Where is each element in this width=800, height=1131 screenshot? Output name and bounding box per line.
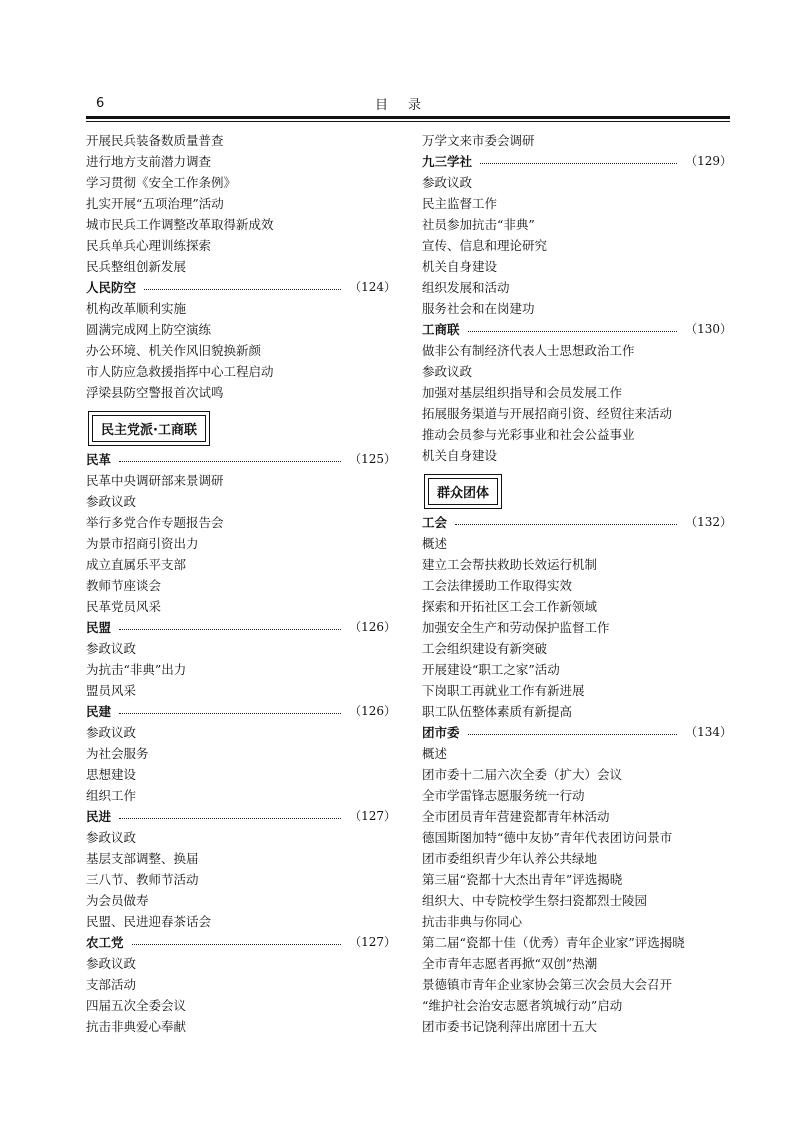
- toc-item[interactable]: 组织工作: [86, 788, 137, 803]
- toc-item[interactable]: 机关自身建设: [422, 448, 498, 463]
- toc-item[interactable]: 三八节、教师节活动: [86, 872, 199, 887]
- section-page: （130）: [685, 322, 732, 336]
- toc-item[interactable]: 基层支部调整、换届: [86, 851, 199, 866]
- section-page: （127）: [349, 935, 396, 949]
- toc-section-minjian[interactable]: [86, 701, 396, 722]
- leader-dots: [119, 629, 341, 630]
- toc-item[interactable]: 参政议政: [422, 175, 473, 190]
- toc-item[interactable]: 德国斯图加特“德中友协”青年代表团访问景市: [422, 830, 673, 845]
- category-box: [88, 411, 210, 446]
- toc-left-column: [86, 130, 396, 1037]
- toc-item[interactable]: 民兵单兵心理训练探索: [86, 238, 212, 253]
- toc-item[interactable]: 第三届“瓷都十大杰出青年”评选揭晓: [422, 872, 623, 887]
- toc-item[interactable]: 抗击非典与你同心: [422, 914, 523, 929]
- toc-item[interactable]: 工会法律援助工作取得实效: [422, 578, 573, 593]
- section-page: （124）: [349, 280, 396, 294]
- header-rule-thin: [86, 121, 730, 122]
- toc-item[interactable]: 民主监督工作: [422, 196, 498, 211]
- category-banner-mass-organizations: [422, 466, 732, 512]
- category-title: 民主党派·工商联: [92, 415, 206, 442]
- toc-item[interactable]: 加强安全生产和劳动保护监督工作: [422, 620, 610, 635]
- page-number: 6: [96, 96, 105, 111]
- toc-item[interactable]: 团市委组织青少年认养公共绿地: [422, 851, 598, 866]
- toc-section-gongshanglian[interactable]: [422, 319, 732, 340]
- section-page: （129）: [685, 154, 732, 168]
- toc-item[interactable]: 进行地方支前潜力调查: [86, 154, 212, 169]
- section-title: 工会: [422, 515, 448, 530]
- toc-item[interactable]: 工会组织建设有新突破: [422, 641, 548, 656]
- toc-section-gonghui[interactable]: [422, 512, 732, 533]
- toc-item[interactable]: 参政议政: [86, 956, 137, 971]
- toc-item[interactable]: 全市学雷锋志愿服务统一行动: [422, 788, 585, 803]
- toc-item[interactable]: 参政议政: [422, 364, 473, 379]
- section-title: 民进: [86, 809, 112, 824]
- toc-item[interactable]: 社员参加抗击“非典”: [422, 217, 535, 232]
- section-page: （126）: [349, 704, 396, 718]
- toc-item[interactable]: 支部活动: [86, 977, 137, 992]
- toc-item[interactable]: 景德镇市青年企业家协会第三次会员大会召开: [422, 977, 673, 992]
- toc-item[interactable]: 思想建设: [86, 767, 137, 782]
- toc-item[interactable]: 民盟、民进迎春茶话会: [86, 914, 212, 929]
- toc-item[interactable]: 学习贯彻《安全工作条例》: [86, 175, 237, 190]
- toc-item[interactable]: 服务社会和在岗建功: [422, 301, 535, 316]
- section-title: 工商联: [422, 322, 460, 337]
- section-title: 民建: [86, 704, 112, 719]
- toc-item[interactable]: 四届五次全委会议: [86, 998, 187, 1013]
- toc-item[interactable]: “维护社会治安志愿者筑城行动”启动: [422, 998, 623, 1013]
- section-page: （126）: [349, 620, 396, 634]
- leader-dots: [132, 944, 342, 945]
- toc-item[interactable]: 组织发展和活动: [422, 280, 510, 295]
- leader-dots: [119, 461, 341, 462]
- toc-item[interactable]: 参政议政: [86, 725, 137, 740]
- toc-item[interactable]: 扎实开展“五项治理”活动: [86, 196, 224, 211]
- toc-item[interactable]: 宣传、信息和理论研究: [422, 238, 548, 253]
- toc-item[interactable]: 加强对基层组织指导和会员发展工作: [422, 385, 623, 400]
- toc-item[interactable]: 市人防应急救援指挥中心工程启动: [86, 364, 274, 379]
- toc-item[interactable]: 办公环境、机关作风旧貌换新颜: [86, 343, 262, 358]
- toc-item[interactable]: 参政议政: [86, 830, 137, 845]
- category-box: [424, 474, 502, 509]
- toc-item[interactable]: 做非公有制经济代表人士思想政治工作: [422, 343, 635, 358]
- toc-item[interactable]: 圆满完成网上防空演练: [86, 322, 212, 337]
- toc-item[interactable]: 机构改革顺利实施: [86, 301, 187, 316]
- page-title: 目录: [374, 98, 441, 113]
- toc-section-nonggong[interactable]: [86, 932, 396, 953]
- header-rule-thick: [86, 116, 730, 119]
- toc-item[interactable]: 民革中央调研部来景调研: [86, 473, 224, 488]
- toc-item[interactable]: 全市团员青年营建瓷都青年林活动: [422, 809, 610, 824]
- toc-item[interactable]: 举行多党合作专题报告会: [86, 515, 224, 530]
- section-title: 团市委: [422, 725, 460, 740]
- toc-item[interactable]: 参政议政: [86, 494, 137, 509]
- toc-section-minjin[interactable]: [86, 806, 396, 827]
- section-title: 民盟: [86, 620, 112, 635]
- toc-item[interactable]: 教师节座谈会: [86, 578, 162, 593]
- section-page: （132）: [685, 515, 732, 529]
- toc-item[interactable]: 万学文来市委会调研: [422, 133, 535, 148]
- section-page: （127）: [349, 809, 396, 823]
- toc-item[interactable]: 拓展服务渠道与开展招商引资、经贸往来活动: [422, 406, 673, 421]
- toc-item[interactable]: 开展建设“职工之家”活动: [422, 662, 560, 677]
- leader-dots: [119, 818, 341, 819]
- toc-item[interactable]: 团市委书记饶利萍出席团十五大: [422, 1019, 598, 1034]
- toc-right-column: [422, 130, 732, 1037]
- toc-item[interactable]: 团市委十二届六次全委（扩大）会议: [422, 767, 623, 782]
- category-banner-democratic-parties: [86, 403, 396, 449]
- toc-item[interactable]: 为抗击“非典”出力: [86, 662, 187, 677]
- toc-item[interactable]: 浮梁县防空警报首次试鸣: [86, 385, 224, 400]
- toc-item[interactable]: 为景市招商引资出力: [86, 536, 199, 551]
- leader-dots: [455, 524, 677, 525]
- category-title: 群众团体: [428, 478, 498, 505]
- toc-item[interactable]: 机关自身建设: [422, 259, 498, 274]
- toc-item[interactable]: 抗击非典爱心奉献: [86, 1019, 187, 1034]
- leader-dots: [144, 289, 341, 290]
- section-title: 农工党: [86, 935, 124, 950]
- leader-dots: [468, 734, 678, 735]
- toc-item[interactable]: 成立直属乐平支部: [86, 557, 187, 572]
- toc-item[interactable]: 为社会服务: [86, 746, 149, 761]
- section-page: （125）: [349, 452, 396, 466]
- toc-item[interactable]: 民兵整组创新发展: [86, 259, 187, 274]
- toc-item[interactable]: 组织大、中专院校学生祭扫瓷都烈士陵园: [422, 893, 648, 908]
- toc-item[interactable]: 城市民兵工作调整改革取得新成效: [86, 217, 274, 232]
- leader-dots: [468, 331, 678, 332]
- toc-item[interactable]: 民革党员风采: [86, 599, 162, 614]
- section-page: （134）: [685, 725, 732, 739]
- section-title: 九三学社: [422, 154, 473, 169]
- toc-section-jiusan[interactable]: [422, 151, 732, 172]
- toc-item[interactable]: 盟员风采: [86, 683, 137, 698]
- leader-dots: [119, 713, 341, 714]
- toc-section-minge[interactable]: [86, 449, 396, 470]
- section-title: 人民防空: [86, 280, 137, 295]
- toc-item[interactable]: 全市青年志愿者再掀“双创”热潮: [422, 956, 598, 971]
- toc-item[interactable]: 概述: [422, 536, 448, 551]
- toc-item[interactable]: 概述: [422, 746, 448, 761]
- toc-section-renfang[interactable]: [86, 277, 396, 298]
- toc-section-tuanshiwei[interactable]: [422, 722, 732, 743]
- section-title: 民革: [86, 452, 112, 467]
- toc-item[interactable]: 开展民兵装备数质量普查: [86, 133, 224, 148]
- page-header: [86, 92, 730, 120]
- toc-item[interactable]: 第二届“瓷都十佳（优秀）青年企业家”评选揭晓: [422, 935, 685, 950]
- toc-item[interactable]: 建立工会帮扶救助长效运行机制: [422, 557, 598, 572]
- toc-item[interactable]: 下岗职工再就业工作有新进展: [422, 683, 585, 698]
- toc-section-minmeng[interactable]: [86, 617, 396, 638]
- toc-item[interactable]: 探索和开拓社区工会工作新领域: [422, 599, 598, 614]
- toc-item[interactable]: 推动会员参与光彩事业和社会公益事业: [422, 427, 635, 442]
- leader-dots: [480, 163, 677, 164]
- toc-item[interactable]: 为会员做寿: [86, 893, 149, 908]
- toc-item[interactable]: 职工队伍整体素质有新提高: [422, 704, 573, 719]
- toc-item[interactable]: 参政议政: [86, 641, 137, 656]
